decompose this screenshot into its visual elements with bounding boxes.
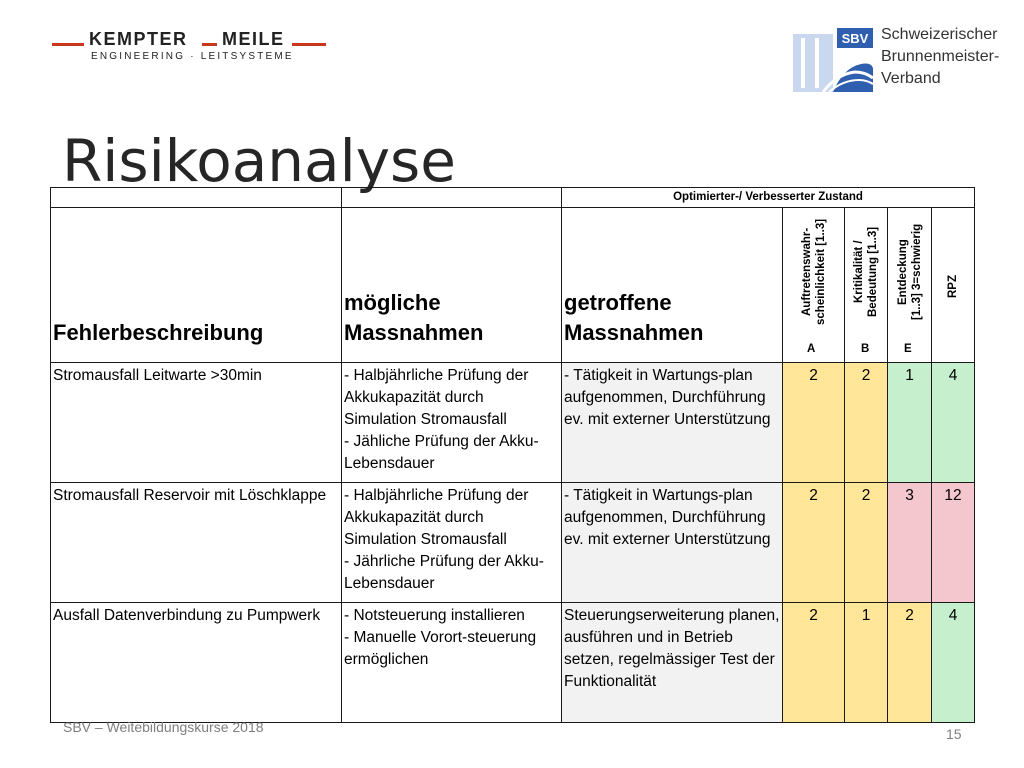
cell-getroffen: - Tätigkeit in Wartungs-plan aufgenommen, Durchführung ev. mit externer Unterstützung bbox=[562, 483, 783, 603]
cell-fehler: Ausfall Datenverbindung zu Pumpwerk bbox=[51, 603, 342, 723]
table-row bbox=[51, 363, 975, 483]
header-fehlerbeschreibung: Fehlerbeschreibung bbox=[51, 208, 342, 363]
sbv-name bbox=[881, 24, 999, 90]
header-e-letter: E bbox=[904, 343, 912, 355]
header-getroffene-massnahmen: getroffene Massnahmen bbox=[562, 208, 783, 363]
header-e bbox=[888, 208, 932, 363]
cell-moeglich: - Halbjährliche Prüfung der Akkukapazität durch Simulation Stromausfall - Jähliche Prüfung der Akku-Lebensdauer bbox=[342, 363, 562, 483]
kempter-meile-logo bbox=[52, 28, 332, 68]
table-row bbox=[51, 483, 975, 603]
cell-getroffen: - Tätigkeit in Wartungs-plan aufgenommen, Durchführung ev. mit externer Unterstützung bbox=[562, 363, 783, 483]
header-moegliche-massnahmen: mögliche Massnahmen bbox=[342, 208, 562, 363]
cell-a: 2 bbox=[783, 603, 845, 723]
header-b-label: Kritikalität / Bedeutung [1..3] bbox=[853, 226, 879, 318]
table-row bbox=[51, 603, 975, 723]
empty-header-cell bbox=[51, 188, 342, 208]
sbv-line-2: Brunnenmeister- bbox=[881, 48, 1000, 65]
cell-moeglich: - Halbjährliche Prüfung der Akkukapazität durch Simulation Stromausfall - Jährliche Prüfung der Akku-Lebensdauer bbox=[342, 483, 562, 603]
logo-subtitle: ENGINEERING · LEITSYSTEME bbox=[91, 51, 294, 62]
header-b-letter: B bbox=[861, 343, 870, 355]
logo-line bbox=[292, 43, 326, 46]
header-a-letter: A bbox=[807, 343, 816, 355]
cell-e: 2 bbox=[888, 603, 932, 723]
header-e-label: Entdeckung [1..3] 3=schwierig bbox=[896, 223, 923, 321]
cell-b: 2 bbox=[845, 363, 888, 483]
cell-e: 3 bbox=[888, 483, 932, 603]
cell-e: 1 bbox=[888, 363, 932, 483]
cell-getroffen: Steuerungserweiterung planen, ausführen und in Betrieb setzen, regelmässiger Test der Funktionalität bbox=[562, 603, 783, 723]
empty-header-cell bbox=[342, 188, 562, 208]
sbv-logo bbox=[793, 24, 1008, 96]
page-number: 15 bbox=[946, 726, 962, 742]
cell-a: 2 bbox=[783, 483, 845, 603]
logo-line bbox=[202, 43, 217, 46]
risk-table bbox=[50, 187, 975, 723]
cell-fehler: Stromausfall Leitwarte >30min bbox=[51, 363, 342, 483]
header-b bbox=[845, 208, 888, 363]
cell-fehler: Stromausfall Reservoir mit Löschklappe bbox=[51, 483, 342, 603]
cell-b: 1 bbox=[845, 603, 888, 723]
cell-a: 2 bbox=[783, 363, 845, 483]
header-a-label: Auftretenswahr- scheinlichkeit [1..3] bbox=[800, 218, 827, 326]
header-a bbox=[783, 208, 845, 363]
logo-line bbox=[52, 43, 84, 46]
cell-rpz: 12 bbox=[932, 483, 975, 603]
sbv-water-icon bbox=[793, 28, 873, 92]
footer-text: SBV – Weitebildungskurse 2018 bbox=[63, 719, 264, 735]
sbv-line-3: Verband bbox=[881, 70, 941, 87]
header-rpz bbox=[932, 208, 975, 363]
header-rpz-label: RPZ bbox=[947, 275, 960, 299]
cell-rpz: 4 bbox=[932, 363, 975, 483]
logo-word-meile: MEILE bbox=[222, 29, 285, 49]
sbv-mark-text: SBV bbox=[841, 31, 869, 46]
table-header-row bbox=[51, 208, 975, 363]
cell-moeglich: - Notsteuerung installieren - Manuelle Vorort-steuerung ermöglichen bbox=[342, 603, 562, 723]
cell-b: 2 bbox=[845, 483, 888, 603]
table-group-header-row bbox=[51, 188, 975, 208]
sbv-line-1: Schweizerischer bbox=[881, 26, 998, 43]
cell-rpz: 4 bbox=[932, 603, 975, 723]
slide-title: Risikoanalyse bbox=[62, 127, 456, 195]
logo-word-kempter: KEMPTER bbox=[89, 29, 188, 49]
group-header: Optimierter-/ Verbesserter Zustand bbox=[562, 188, 975, 208]
